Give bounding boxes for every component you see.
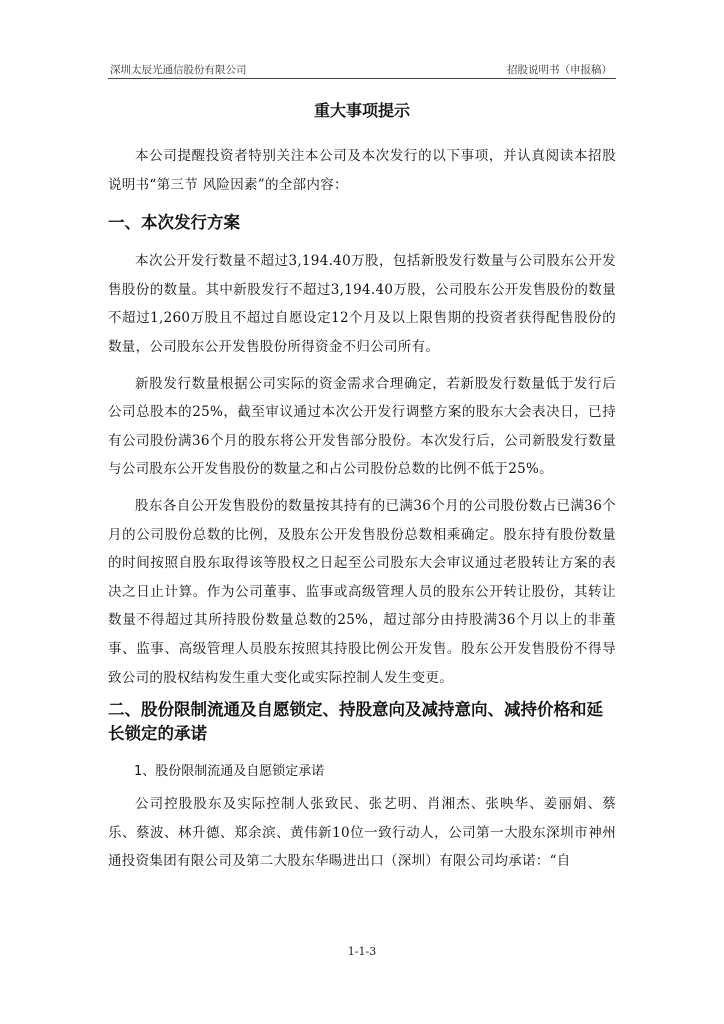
header-company-name: 深圳太辰光通信股份有限公司 — [110, 64, 247, 76]
intro-paragraph: 本公司提醒投资者特别关注本公司及本次发行的以下事项，并认真阅读本招股说明书“第三节 风险因素”的全部内容： — [108, 148, 616, 193]
document-title: 重大事项提示 — [313, 101, 410, 120]
header-divider — [108, 78, 616, 79]
issuance-paragraph-1: 本次公开发行数量不超过3,194.40万股，包括新股发行数量与公司股东公开发售股份的数量。其中新股发行不超过3,194.40万股，公司股东公开发售股份的数量不超过1,260万股且不超过自愿设定12个月及以上限售期的投资者获得配售股份的数量，公司股东公开发售股份所得资金不归公司所有。 — [108, 253, 616, 355]
section-heading-issuance-plan: 一、本次发行方案 — [108, 213, 240, 233]
section-heading-lockup-commitments: 二、股份限制流通及自愿锁定、持股意向及减持意向、减持价格和延长锁定的承诺 — [108, 700, 603, 744]
header-document-type: 招股说明书（申报稿） — [507, 64, 612, 76]
page-number: 1-1-3 — [347, 945, 377, 958]
document-body — [108, 100, 616, 876]
subsection-heading-lockup: 1、股份限制流通及自愿锁定承诺 — [134, 764, 325, 780]
lockup-paragraph: 公司控股股东及实际控制人张致民、张艺明、肖湘杰、张映华、姜丽娟、蔡乐、蔡波、林升德、郑余滨、黄伟新10位一致行动人，公司第一大股东深圳市神州通投资集团有限公司及第二大股东华暘进出口（深圳）有限公司均承诺：“自 — [108, 796, 616, 870]
page-header — [108, 60, 616, 78]
issuance-paragraph-2: 新股发行数量根据公司实际的资金需求合理确定，若新股发行数量低于发行后公司总股本的25%，截至审议通过本次公开发行调整方案的股东大会表决日，已持有公司股份满36个月的股东将公开发售部分股份。本次发行后，公司新股发行数量与公司股东公开发售股份的数量之和占公司股份总数的比例不低于25%。 — [108, 375, 616, 478]
issuance-paragraph-3: 股东各自公开发售股份的数量按其持有的已满36个月的公司股份数占已满36个月的公司股份总数的比例，及股东公开发售股份总数相乘确定。股东持有股份数量的时间按照自股东取得该等股权之日起至公司股东大会审议通过老股转让方案的表决之日止计算。作为公司董事、监事或高级管理人员的股东公开转让股份，其转让数量不得超过其所持股份数量总数的25%，超过部分由持股满36个月以上的非董事、监事、高级管理人员股东按照其持股比例公开发售。股东公开发售股份不得导致公司的股权结构发生重大变化或实际控制人发生变更。 — [108, 497, 616, 686]
